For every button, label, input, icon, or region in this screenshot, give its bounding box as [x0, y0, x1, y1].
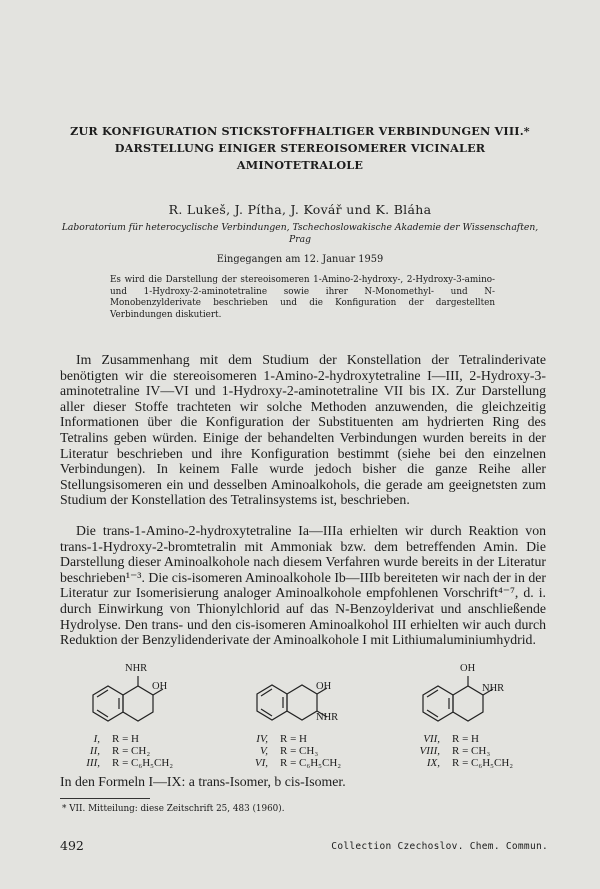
legend-row: VII, R = H [423, 733, 479, 745]
legend-row: IX, R = C₆H₅CH₂ [426, 757, 514, 769]
formula-note: In den Formeln I—IX: a trans-Isomer, b cis-Isomer. [60, 774, 346, 789]
structure-2-label-oh: OH [316, 681, 332, 692]
legend-row: II, R = CH₂ [89, 745, 151, 757]
title-line: ZUR KONFIGURATION STICKSTOFFHALTIGER VERBINDUNGEN VIII.* [70, 124, 530, 138]
structure-1-label-nhr: NHR [125, 663, 148, 674]
legend-row: VIII, R = CH₃ [419, 745, 491, 757]
title-line: AMINOTETRALOLE [236, 158, 364, 172]
structure-2-label-nhr: NHR [316, 712, 339, 723]
footnote: * VII. Mitteilung: diese Zeitschrift 25, 483 (1960). [62, 804, 285, 814]
paragraph-1: Im Zusammenhang mit dem Studium der Konstellation der Tetralinderivate benötigten wir die stereoisomeren 1-Amino-2-hydroxytetraline I—III, 2-Hydroxy-3-aminotetraline IV—VI und 1-Hydroxy-2-aminotetraline VII bis IX. Zur Darstellung aller dieser Stoffe trachteten wir solche Methoden anzuwenden, die gleichzeitig Informationen über die Konfiguration der Substituenten am hydrierten Ring des Tetralins geben würden. Einige der behandelten Verbindungen wurden bereits in der Literatur beschrieben und ihre Konfiguration bestimmt (siehe bei den einzelnen Verbindungen). In keinem Falle wurde jedoch bisher die ganze Reihe aller Stellungsisomeren ein und desselben Aminoalkohols, die gerade am geeignetsten zum Studium der Konstellation des Tetralinsystems ist, beschrieben. [60, 352, 546, 508]
title-line: DARSTELLUNG EINIGER STEREOISOMERER VICINALER [114, 141, 486, 155]
abstract: Es wird die Darstellung der stereoisomeren 1-Amino-2-hydroxy-, 2-Hydroxy-3-amino- und 1-Hydroxy-2-aminotetraline sowie ihrer N-Monomethyl- und N-Monobenzylderivate beschrieben und die Konfiguration der dargestellten Verbindungen diskutiert. [110, 275, 495, 320]
legend-row: V, R = CH₃ [259, 745, 319, 757]
legend-row: I, R = H [93, 733, 139, 745]
legend-row: III, R = C₆H₅CH₂ [86, 757, 174, 769]
legend-row: VI, R = C₆H₅CH₂ [254, 757, 342, 769]
affiliation: Laboratorium für heterocyclische Verbindungen, Tschechoslowakische Akademie der Wissenschaften, Prag [61, 222, 539, 245]
journal-name: Collection Czechoslov. Chem. Commun. [331, 841, 548, 852]
page-number: 492 [60, 838, 84, 853]
legend-row: IV, R = H [256, 733, 307, 745]
structure-1-legend [70, 733, 173, 769]
footnote-divider [60, 798, 150, 799]
paragraph-2: Die trans-1-Amino-2-hydroxytetraline Ia—IIIa erhielten wir durch Reaktion von trans-1-Hydroxy-2-bromtetralin mit Ammoniak bzw. dem betreffenden Amin. Die Darstellung dieser Aminoalkohole nach diesem Verfahren wurde bereits in der Literatur beschrieben¹⁻³. Die cis-isomeren Aminoalkohole Ib—IIIb bereiteten wir nach der in der Literatur zur Isomerisierung analoger Aminoalkohole empfohlenen Vorschrift⁴⁻⁷, d. i. durch Einwirkung von Thionylchlorid auf das N-Benzoylderivat und anschließende Hydrolyse. Den trans- und den cis-isomeren Aminoalkohol III erhielten wir auch durch Reduktion der Benzylidenderivate der Aminoalkohole I mit Lithiumaluminiumhydrid. [60, 523, 546, 648]
structure-3-label-oh: OH [460, 663, 476, 674]
structure-2-legend [238, 733, 341, 769]
structure-3-label-nhr: NHR [482, 683, 505, 694]
structure-3-legend [410, 733, 513, 769]
authors: R. Lukeš, J. Pítha, J. Kovář und K. Bláha [168, 202, 432, 217]
structure-1-label-oh: OH [152, 681, 168, 692]
article-title [40, 123, 560, 174]
received-date: Eingegangen am 12. Januar 1959 [216, 254, 384, 265]
